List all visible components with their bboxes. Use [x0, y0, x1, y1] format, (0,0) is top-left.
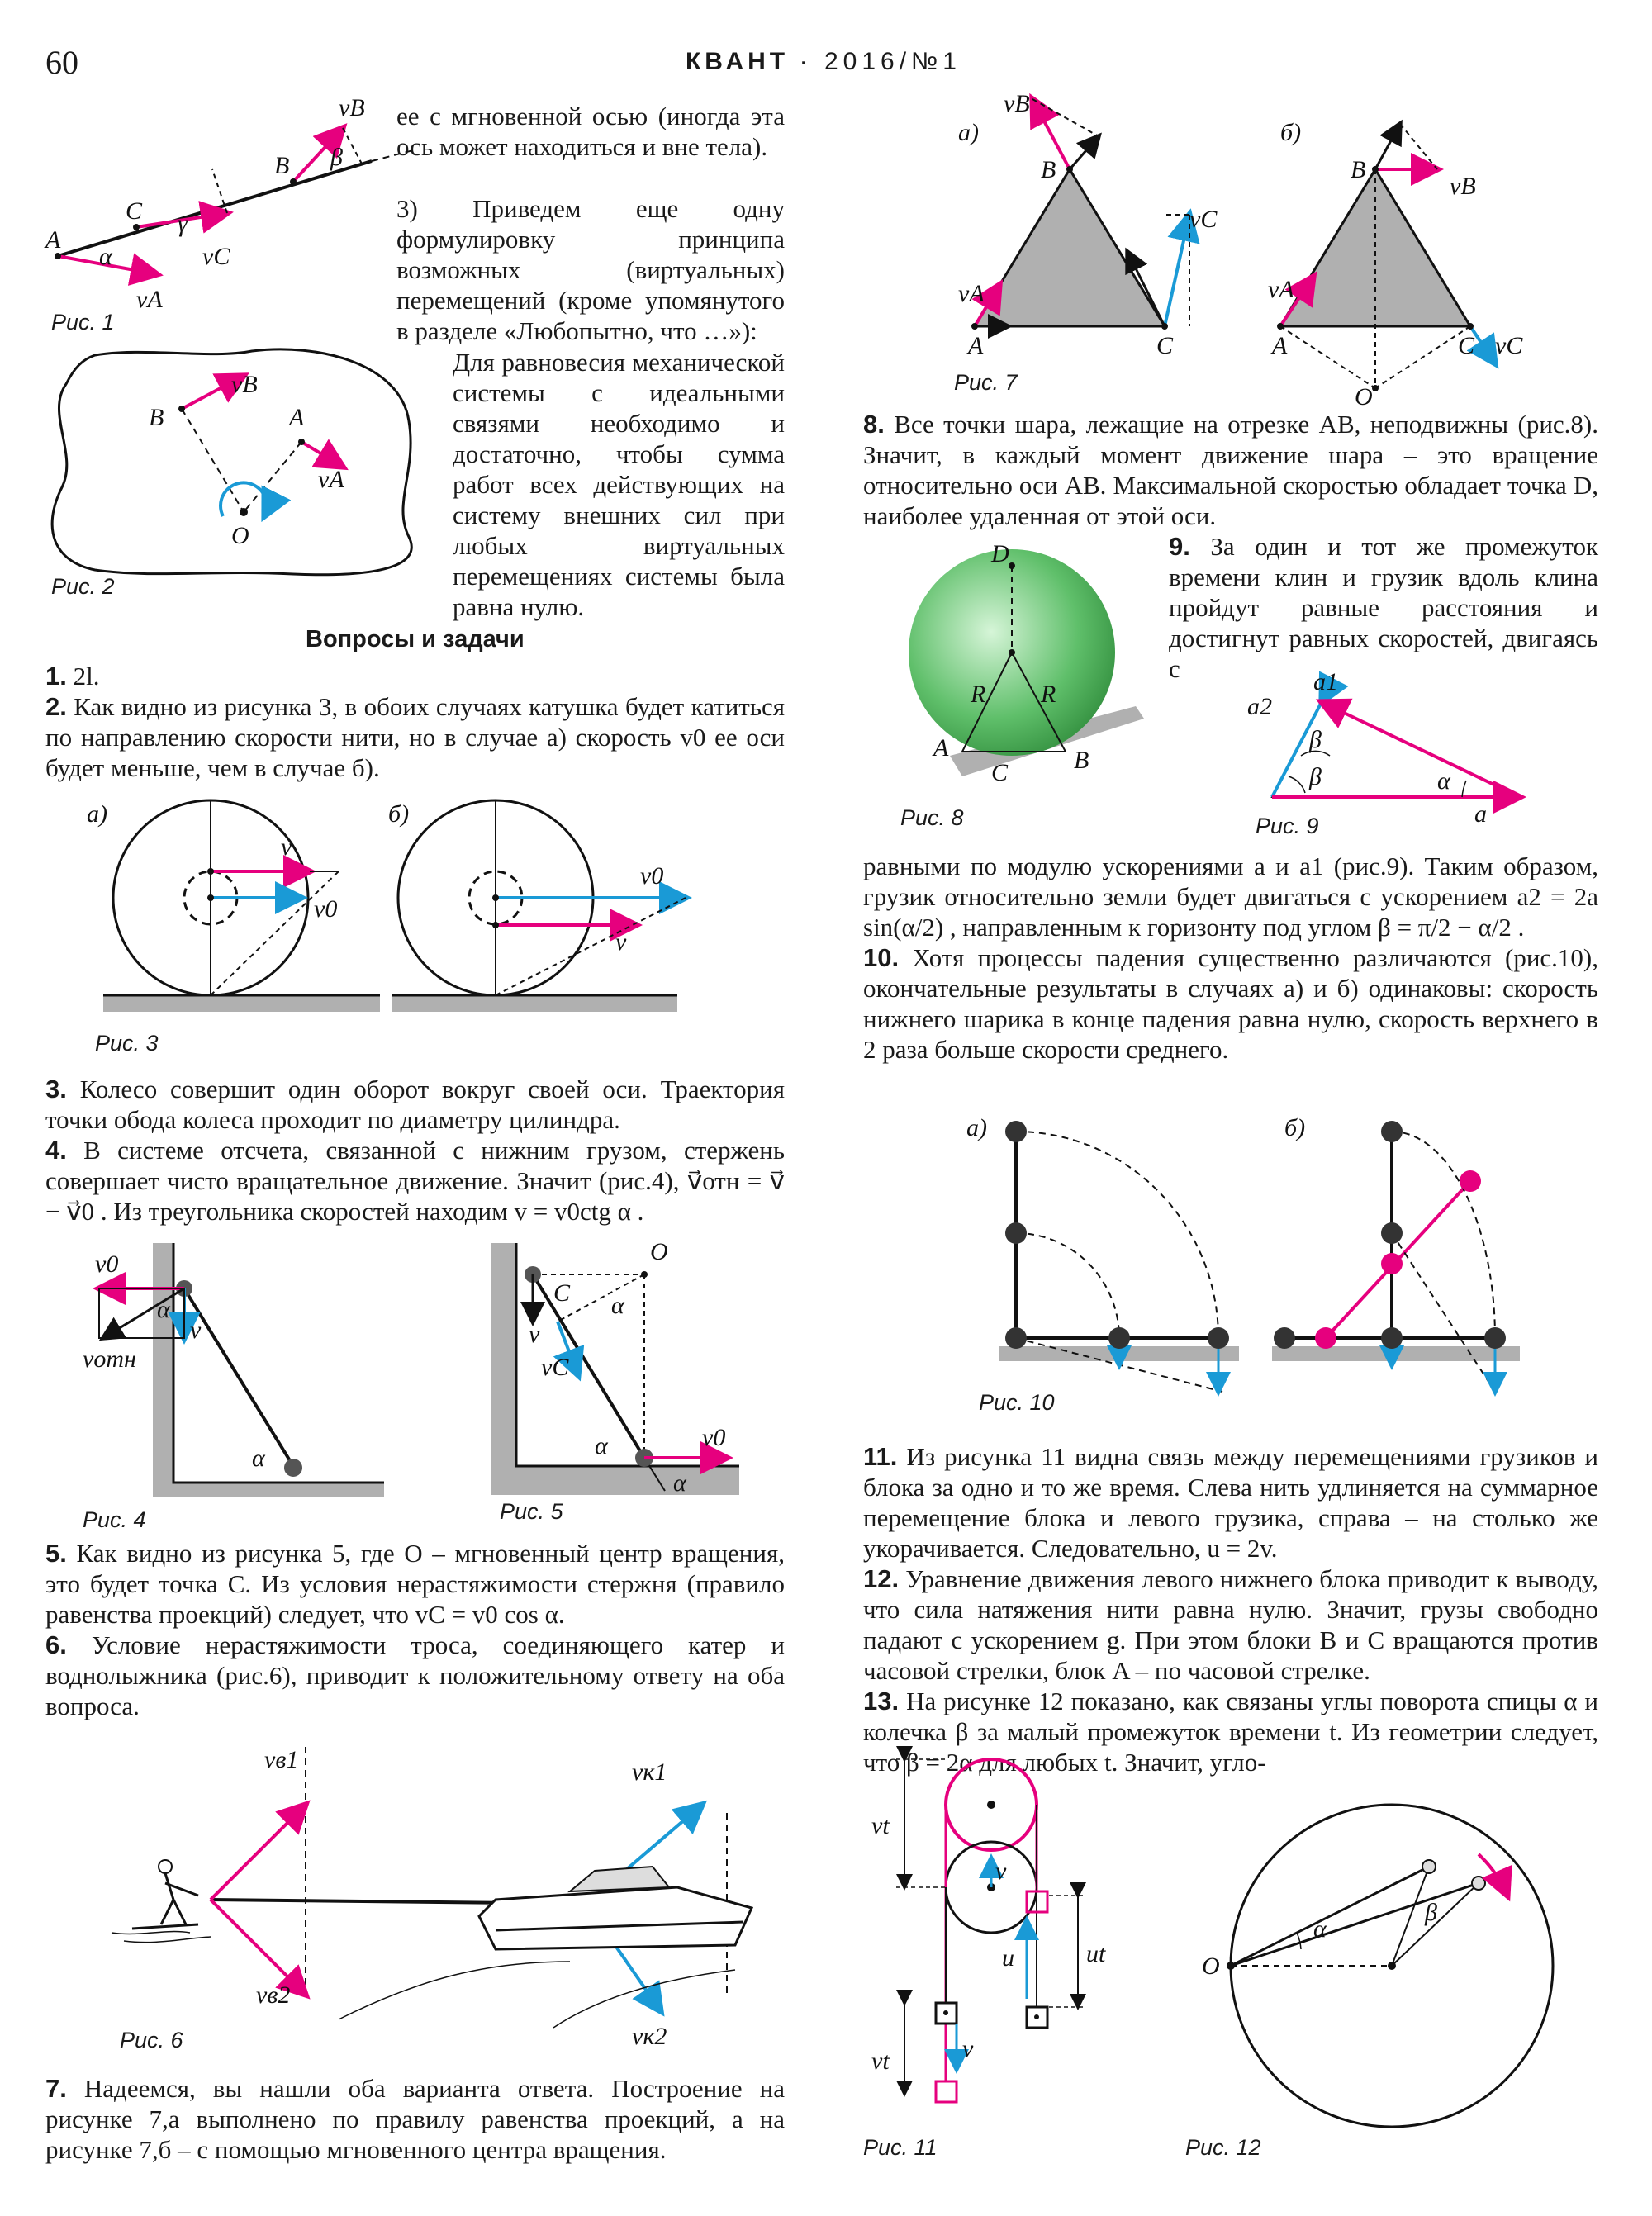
answer-8-text: Все точки шара, лежащие на отрезке AB, неподвижны (рис.8). Значит, в каждый момент движение шара – это вращение относительно оси AB. Максимальной скоростью обладает точка D, наиболее удаленная от этой оси.	[863, 410, 1598, 530]
answer-4-text: В системе отсчета, связанной с нижним грузом, стержень совершает чисто вращательное движение. Значит (рис.4), v⃗отн = v⃗ − v⃗0 . Из треугольника скоростей находим v = v0ctg α .	[45, 1136, 786, 1226]
fig11-label-v-bottom: v	[962, 2035, 974, 2062]
fig3-label-a: а)	[87, 800, 107, 828]
fig4-label-alpha-top: α	[157, 1296, 170, 1323]
answer-6-text: Условие нерастяжимости троса, соединяющего катер и воднолыжника (рис.6), приводит к положительному ответу на оба вопроса.	[45, 1630, 785, 1720]
journal-title	[686, 48, 961, 76]
fig10-label-a: а)	[966, 1114, 987, 1141]
answers-block-3	[45, 1538, 785, 1721]
page-number: 60	[45, 44, 78, 81]
fig9-label-beta-top: β	[1309, 726, 1322, 753]
fig1-label-vA: vA	[136, 286, 163, 313]
figure-1	[41, 91, 430, 339]
fig7a-label-vC: vC	[1189, 206, 1218, 233]
fig1-label-vC: vC	[202, 243, 230, 270]
answers-block-5	[863, 409, 1598, 531]
fig5-label-alpha-top: α	[611, 1292, 624, 1319]
fig8-label-R-left: R	[971, 681, 986, 708]
caption-fig10: Рис. 10	[979, 1390, 1055, 1415]
fig6-label-vk2: vк2	[632, 2023, 667, 2050]
fig4-label-v0: v0	[95, 1250, 119, 1278]
fig7b-label-vC: vC	[1495, 332, 1523, 359]
fig7-label-b: б)	[1280, 119, 1302, 146]
fig1-label-beta: β	[330, 144, 343, 171]
fig7b-label-A: A	[1272, 332, 1288, 359]
fig12-label-O: O	[1202, 1953, 1220, 1980]
fig7a-label-vA: vA	[958, 280, 985, 307]
answer-2-text: Как видно из рисунка 3, в обоих случаях катушка будет катиться по направлению скорости нити, но в случае а) скорость v0 ее оси будет меньше, чем в случае б).	[45, 692, 785, 782]
fig7-label-a: а)	[958, 119, 979, 146]
fig1-label-B: B	[274, 152, 290, 179]
fig1-label-C: C	[126, 197, 143, 225]
fig8-label-D: D	[991, 540, 1009, 567]
fig11-label-ut: ut	[1086, 1940, 1106, 1967]
fig5-label-vC: vC	[541, 1354, 569, 1381]
fig7a-label-C: C	[1156, 332, 1174, 359]
fig9-label-a: a	[1474, 800, 1487, 828]
answers-block-2	[45, 1074, 785, 1227]
answer-3-num: 3.	[45, 1075, 67, 1103]
fig2-label-vB: vB	[231, 371, 258, 398]
fig5-label-alpha-mid: α	[595, 1432, 608, 1459]
fig3-label-v0-b: v0	[640, 862, 664, 890]
figure-5	[491, 1238, 764, 1524]
fig8-label-B: B	[1074, 747, 1089, 774]
answer-10-num: 10.	[863, 943, 900, 972]
fig7b-label-vA: vA	[1268, 276, 1294, 303]
answer-1-num: 1.	[45, 662, 67, 690]
caption-fig12: Рис. 12	[1185, 2135, 1261, 2160]
journal-name: КВАНТ	[686, 48, 790, 75]
fig5-label-C: C	[553, 1279, 571, 1307]
journal-issue: · 2016/№1	[799, 48, 961, 75]
intro-p2: 3) Приведем еще одну формулировку принципа возможных (виртуальных) перемещений (кроме упомянутого в разделе «Любопытно, что …»):	[396, 194, 785, 345]
figure-3	[87, 800, 686, 1020]
caption-fig9: Рис. 9	[1256, 814, 1319, 838]
caption-fig6: Рис. 6	[120, 2028, 183, 2052]
fig11-label-u: u	[1002, 1944, 1014, 1972]
answer-13-num: 13.	[863, 1687, 900, 1715]
fig3-label-b: б)	[388, 800, 410, 828]
fig6-label-vv1: vв1	[264, 1746, 299, 1773]
answer-7-text: Надеемся, вы нашли оба варианта ответа. Построение на рисунке 7,а выполнено по правилу равенства проекций, а на рисунке 7,б – с помощью мгновенного центра вращения.	[45, 2074, 785, 2164]
fig7a-label-B: B	[1041, 156, 1056, 183]
answer-8-num: 8.	[863, 410, 885, 439]
fig9-label-a2: a2	[1247, 693, 1272, 720]
fig3-label-v-b: v	[615, 928, 627, 956]
fig10-label-b: б)	[1284, 1114, 1306, 1141]
caption-fig2: Рис. 2	[51, 574, 115, 599]
figure-2	[45, 339, 417, 586]
answers-block-1	[45, 661, 785, 783]
fig7a-label-A: A	[968, 332, 984, 359]
fig2-label-A: A	[289, 404, 305, 431]
answer-12-num: 12.	[863, 1564, 900, 1593]
answers-block-8	[863, 1441, 1598, 1777]
fig3-label-v-a: v	[281, 833, 292, 861]
figure-8	[913, 540, 1177, 826]
fig9-label-beta-bottom: β	[1309, 763, 1322, 790]
caption-fig3: Рис. 3	[95, 1031, 159, 1056]
fig8-label-R-right: R	[1041, 681, 1056, 708]
fig4-label-v: v	[190, 1317, 202, 1344]
figure-4	[74, 1243, 421, 1524]
fig5-label-v: v	[529, 1321, 540, 1348]
fig9-label-a1: a1	[1313, 668, 1338, 695]
fig5-label-v0: v0	[702, 1424, 726, 1451]
fig7b-label-B: B	[1351, 156, 1366, 183]
answer-4-num: 4.	[45, 1136, 67, 1165]
answers-block-7	[863, 851, 1598, 1065]
caption-fig1: Рис. 1	[51, 310, 115, 335]
figure-12	[1202, 1788, 1545, 2119]
fig4-label-votn: vотн	[83, 1345, 136, 1373]
caption-fig4: Рис. 4	[83, 1507, 146, 1532]
intro-p1: ее с мгновенной осью (иногда эта ось может находиться и вне тела).	[396, 102, 785, 161]
fig12-label-beta: β	[1425, 1899, 1437, 1926]
answer-2-num: 2.	[45, 692, 67, 721]
fig1-label-A: A	[45, 226, 61, 254]
answer-5-num: 5.	[45, 1539, 67, 1568]
answer-13-text: На рисунке 12 показано, как связаны углы поворота спицы α и колечка β за малый промежуток времени t. Из геометрии следует, что β = 2α для любых t. Значит, угло-	[863, 1687, 1599, 1777]
section-title: Вопросы и задачи	[306, 626, 525, 652]
caption-fig8: Рис. 8	[900, 805, 964, 830]
answer-11-num: 11.	[863, 1442, 898, 1471]
answer-12-text: Уравнение движения левого нижнего блока приводит к выводу, что сила натяжения нити равна нулю. Значит, грузы свободно падают с ускорением g. При этом блоки B и C вращаются против часовой стрелки, блок A – по часовой стрелке.	[863, 1564, 1598, 1685]
caption-fig5: Рис. 5	[500, 1499, 563, 1524]
fig3-label-v0-a: v0	[314, 895, 338, 923]
fig5-label-alpha-bottom: α	[673, 1469, 686, 1497]
answer-7-num: 7.	[45, 2074, 67, 2103]
fig12-label-alpha: α	[1313, 1915, 1327, 1943]
fig7b-label-vB: vB	[1450, 173, 1476, 200]
figure-11	[867, 1755, 1115, 2119]
fig5-label-O: O	[650, 1238, 668, 1265]
fig11-label-v-top: v	[995, 1858, 1007, 1885]
figure-10	[933, 1111, 1619, 1425]
fig6-label-vv2: vв2	[256, 1981, 291, 2009]
answer-11-text: Из рисунка 11 видна связь между перемещениями грузиков и блока за одно и то же время. Слева нить удлиняется на суммарное перемещение блока и левого грузика, справа – на столько же укорачивается. Следовательно, u = 2v.	[863, 1442, 1599, 1563]
answers-block-6	[1169, 531, 1598, 684]
fig7a-label-vB: vB	[1004, 90, 1030, 117]
fig1-label-alpha: α	[99, 243, 112, 270]
fig2-label-O: O	[231, 522, 249, 549]
answer-3-text: Колесо совершит один оборот вокруг своей оси. Траектория точки обода колеса проходит по диаметру цилиндра.	[45, 1075, 785, 1134]
caption-fig11: Рис. 11	[863, 2135, 938, 2160]
fig11-label-vt-bottom: vt	[871, 2048, 890, 2075]
figure-6	[107, 1747, 785, 2061]
fig7b-label-O: O	[1355, 383, 1373, 410]
answer-1-text: 2l.	[73, 662, 100, 690]
answer-9-continued: равными по модулю ускорениями a и a1 (рис.9). Таким образом, грузик относительно земли будет двигаться с ускорением a2 = 2a sin(α/2) , направленным к горизонту под углом β = π/2 − α/2 .	[863, 852, 1598, 942]
fig8-label-C: C	[991, 759, 1009, 786]
answer-9-num: 9.	[1169, 532, 1190, 561]
fig7b-label-C: C	[1458, 332, 1475, 359]
answer-10-text: Хотя процессы падения существенно различаются (рис.10), окончательные результаты в случаях а) и б) одинаковы: скорость нижнего шарика в конце падения равна нулю, скорость верхнего в 2 раза больше скорости среднего.	[863, 943, 1599, 1064]
fig2-label-B: B	[149, 404, 164, 431]
answers-block-4	[45, 2073, 785, 2165]
fig1-label-vB: vB	[339, 94, 365, 121]
fig4-label-alpha-bottom: α	[252, 1445, 265, 1472]
fig8-label-A: A	[933, 734, 949, 762]
fig1-label-gamma: γ	[178, 210, 188, 237]
fig2-label-vA: vA	[318, 466, 344, 493]
intro-quote: Для равновесия механической системы с идеальными связями необходимо и достаточно, чтобы сумма работ всех действующих на систему внешних сил при любых виртуальных перемещениях системы была равна нулю.	[453, 348, 785, 621]
fig11-label-vt-top: vt	[871, 1812, 890, 1839]
fig9-label-alpha: α	[1437, 767, 1450, 795]
caption-fig7: Рис. 7	[954, 370, 1018, 395]
figure-7	[950, 90, 1611, 410]
answer-5-text: Как видно из рисунка 5, где O – мгновенный центр вращения, это будет точка C. Из условия нерастяжимости стержня (правило равенства проекций) следует, что vC = v0 cos α.	[45, 1539, 785, 1629]
answer-6-num: 6.	[45, 1630, 67, 1659]
fig6-label-vk1: vк1	[632, 1758, 667, 1786]
answer-9-text: За один и тот же промежуток времени клин и грузик вдоль клина пройдут равные расстояния и достигнут равных скоростей, двигаясь с	[1169, 532, 1598, 683]
